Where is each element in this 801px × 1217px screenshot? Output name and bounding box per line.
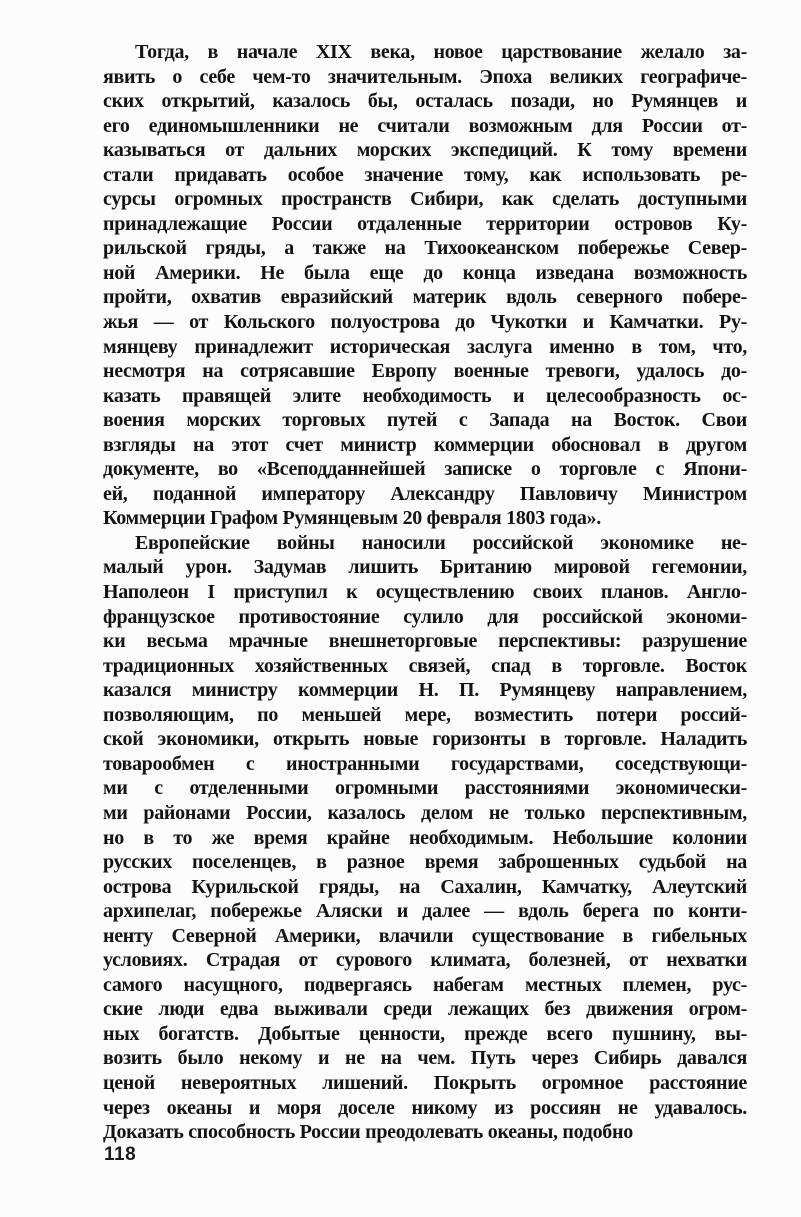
text-line: ненту Северной Америки, влачили существование в гибельных: [103, 924, 747, 947]
text-line: малый урон. Задумав лишить Британию мировой гегемонии,: [103, 556, 747, 579]
text-line: Европейские войны наносили российской экономике не-: [135, 531, 747, 554]
text-line: жья — от Кольского полуострова до Чукотки и Камчатки. Ру-: [103, 311, 747, 334]
text-line: взгляды на этот счет министр коммерции обосновал в другом: [103, 433, 747, 456]
text-line: ских открытий, казалось бы, осталась позади, но Румянцев и: [103, 90, 747, 113]
text-line: казался министру коммерции Н. П. Румянцеву направлением,: [103, 679, 747, 702]
text-line: явить о себе чем-то значительным. Эпоха великих географиче-: [103, 65, 747, 88]
text-line: архипелаг, побережье Аляски и далее — вдоль берега по конти-: [103, 900, 747, 923]
text-line: ценой невероятных лишений. Покрыть огромное расстояние: [103, 1071, 747, 1094]
text-line: пройти, охватив евразийский материк вдоль северного побере-: [103, 286, 747, 309]
text-line: Тогда, в начале XIX века, новое царствование желало за-: [135, 41, 747, 63]
text-line: ных богатств. Добытые ценности, прежде всего пушнину, вы-: [103, 1022, 747, 1045]
text-line: но в то же время крайне необходимым. Небольшие колонии: [103, 826, 747, 849]
text-line: рильской гряды, а также на Тихоокеанском побережье Север-: [103, 237, 747, 260]
text-line: товарообмен с иностранными государствами, соседствующи-: [103, 752, 747, 775]
text-line: ми с отделенными огромными расстояниями экономически-: [103, 777, 747, 800]
text-line: сурсы огромных пространств Сибири, как сделать доступными: [103, 188, 747, 211]
text-line: через океаны и моря доселе никому из россиян не удавалось.: [103, 1096, 747, 1119]
text-line: ной Америки. Не была еще до конца изведана возможность: [103, 261, 747, 284]
text-line: Коммерции Графом Румянцевым 20 февраля 1803 года».: [103, 507, 601, 530]
text-line: русских поселенцев, в разное время заброшенных судьбой на: [103, 851, 747, 874]
text-line: возить было некому и не на чем. Путь через Сибирь давался: [103, 1047, 747, 1070]
text-line: Доказать способность России преодолевать океаны, подобно: [103, 1121, 633, 1144]
text-line: французское противостояние сулило для российской экономи-: [103, 605, 747, 628]
text-line: воения морских торговых путей с Запада на Восток. Свои: [103, 409, 747, 432]
text-line: документе, во «Всеподданнейшей записке о торговле с Япони-: [103, 458, 747, 481]
text-line: его единомышленники не считали возможным для России от-: [103, 114, 747, 137]
page-text-block: [103, 40, 747, 1145]
text-line: ми районами России, казалось делом не только перспективным,: [103, 801, 747, 824]
text-line: острова Курильской гряды, на Сахалин, Камчатку, Алеутский: [103, 875, 747, 898]
text-line: ской экономики, открыть новые горизонты в торговле. Наладить: [103, 728, 747, 751]
text-line: мянцеву принадлежит историческая заслуга именно в том, что,: [103, 335, 747, 358]
text-line: казать правящей элите необходимость и целесообразность ос-: [103, 384, 747, 407]
text-line: стали придавать особое значение тому, как использовать ре-: [103, 163, 747, 186]
text-line: традиционных хозяйственных связей, спад в торговле. Восток: [103, 654, 747, 677]
text-line: ки весьма мрачные внешнеторговые перспективы: разрушение: [103, 630, 747, 653]
text-line: ские люди едва выживали среди лежащих без движения огром-: [103, 998, 747, 1021]
text-line: условиях. Страдая от сурового климата, болезней, от нехватки: [103, 949, 747, 972]
text-line: казываться от дальних морских экспедиций. К тому времени: [103, 139, 747, 162]
text-line: позволяющим, по меньшей мере, возместить потери россий-: [103, 703, 747, 726]
text-line: несмотря на сотрясавшие Европу военные тревоги, удалось до-: [103, 360, 747, 383]
text-line: Наполеон I приступил к осуществлению своих планов. Англо-: [103, 581, 747, 604]
text-line: принадлежащие России отдаленные территории островов Ку-: [103, 212, 747, 235]
text-line: самого насущного, подвергаясь набегам местных племен, рус-: [103, 973, 747, 996]
text-line: ей, поданной императору Александру Павловичу Министром: [103, 482, 747, 505]
page-number: 118: [104, 1144, 137, 1165]
